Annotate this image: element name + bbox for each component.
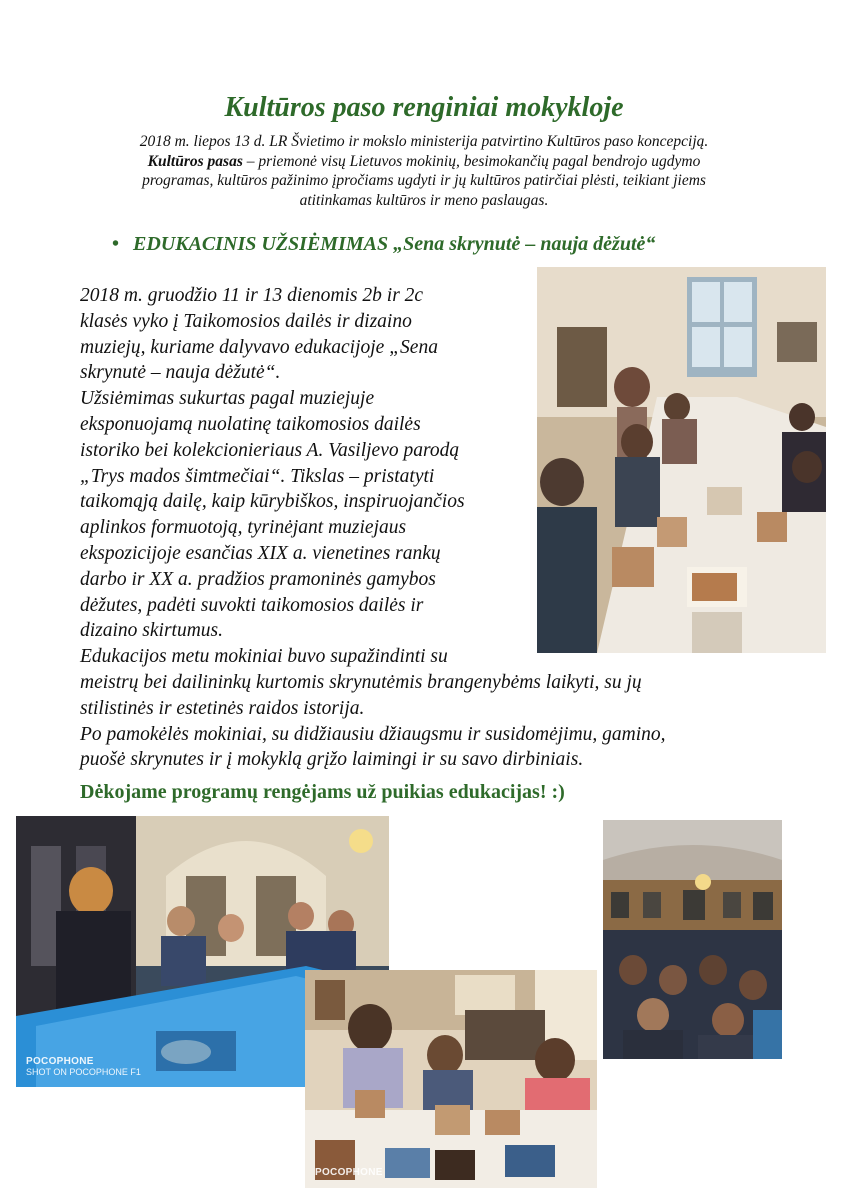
page-title: Kultūros paso renginiai mokykloje — [224, 92, 624, 123]
photo-watermark — [315, 1168, 383, 1178]
photo-watermark — [26, 1057, 141, 1077]
intro-line — [90, 152, 758, 172]
body-line: eksponuojamą nuolatinę taikomosios dailės — [80, 413, 421, 435]
intro-line: atitinkamas kultūros ir meno paslaugas. — [299, 191, 549, 209]
intro-paragraph — [90, 132, 758, 210]
intro-bold-term: Kultūros pasas — [147, 152, 243, 170]
section-heading — [112, 233, 655, 256]
body-line: stilistinės ir estetinės raidos istorija. — [80, 697, 365, 719]
body-line: dizaino skirtumus. — [80, 620, 224, 642]
body-line: 2018 m. gruodžio 11 ir 13 dienomis 2b ir 2c — [80, 285, 424, 306]
watermark-shot: SHOT ON POCOPHONE F1 — [26, 1067, 141, 1077]
photo-portrait-gallery — [603, 820, 782, 1059]
intro-line-rest: – priemonė visų Lietuvos mokinių, besimokančių pagal bendrojo ugdymo — [242, 152, 701, 170]
body-line: skrynutė – nauja dėžutė“. — [80, 362, 281, 384]
body-line: Edukacijos metu mokiniai buvo supažindinti su — [80, 646, 448, 668]
body-line: taikomąją dailę, kaip kūrybiškos, inspiruojančios — [80, 491, 465, 513]
body-line: „Trys mados šimtmečiai“. Tikslas – pristatyti — [80, 465, 435, 487]
body-line: dėžutes, padėti suvokti taikomosios dailės ir — [80, 594, 424, 616]
body-line: klasės vyko į Taikomosios dailės ir dizaino — [80, 310, 412, 332]
photo-workshop-classroom — [537, 267, 826, 653]
section-heading-text: EDUKACINIS UŽSIĖMIMAS „Sena skrynutė – nauja dėžutė“ — [133, 233, 656, 255]
body-line: istoriko bei kolekcionieriaus A. Vasiljevo parodą — [80, 439, 460, 461]
body-line: Užsiėmimas sukurtas pagal muziejuje — [80, 388, 375, 410]
intro-line: 2018 m. liepos 13 d. LR Švietimo ir mokslo ministerija patvirtino Kultūros paso koncepciją. — [139, 133, 709, 150]
body-line: darbo ir XX a. pradžios pramoninės gamybos — [80, 568, 436, 590]
body-line: ekspozicijoje esančias XIX a. vienetines rankų — [80, 542, 441, 564]
body-line: Po pamokėlės mokiniai, su didžiausiu džiaugsmu ir susidomėjimu, gamino, — [80, 723, 666, 745]
thanks-line: Dėkojame programų rengėjams už puikias edukacijas! :) — [80, 781, 565, 803]
body-line: muziejų, kuriame dalyvavo edukacijoje „Sena — [80, 336, 438, 358]
body-line: puošė skrynutes ir į mokyklą grįžo laimingi ir su savo dirbiniais. — [80, 749, 584, 771]
body-line: meistrų bei dailininkų kurtomis skrynutėmis brangenybėms laikyti, su jų — [80, 671, 642, 693]
body-line: aplinkos formuotoją, tyrinėjant muziejaus — [80, 517, 407, 539]
watermark-brand: POCOPHONE — [315, 1167, 383, 1178]
intro-line: programas, kultūros pažinimo įpročiams ugdyti ir jų kultūros patirčiai plėsti, teikiant jiems — [142, 172, 706, 189]
bullet-icon: • — [112, 233, 120, 255]
photo-children-crafting — [305, 970, 597, 1188]
watermark-brand: POCOPHONE — [26, 1056, 94, 1067]
